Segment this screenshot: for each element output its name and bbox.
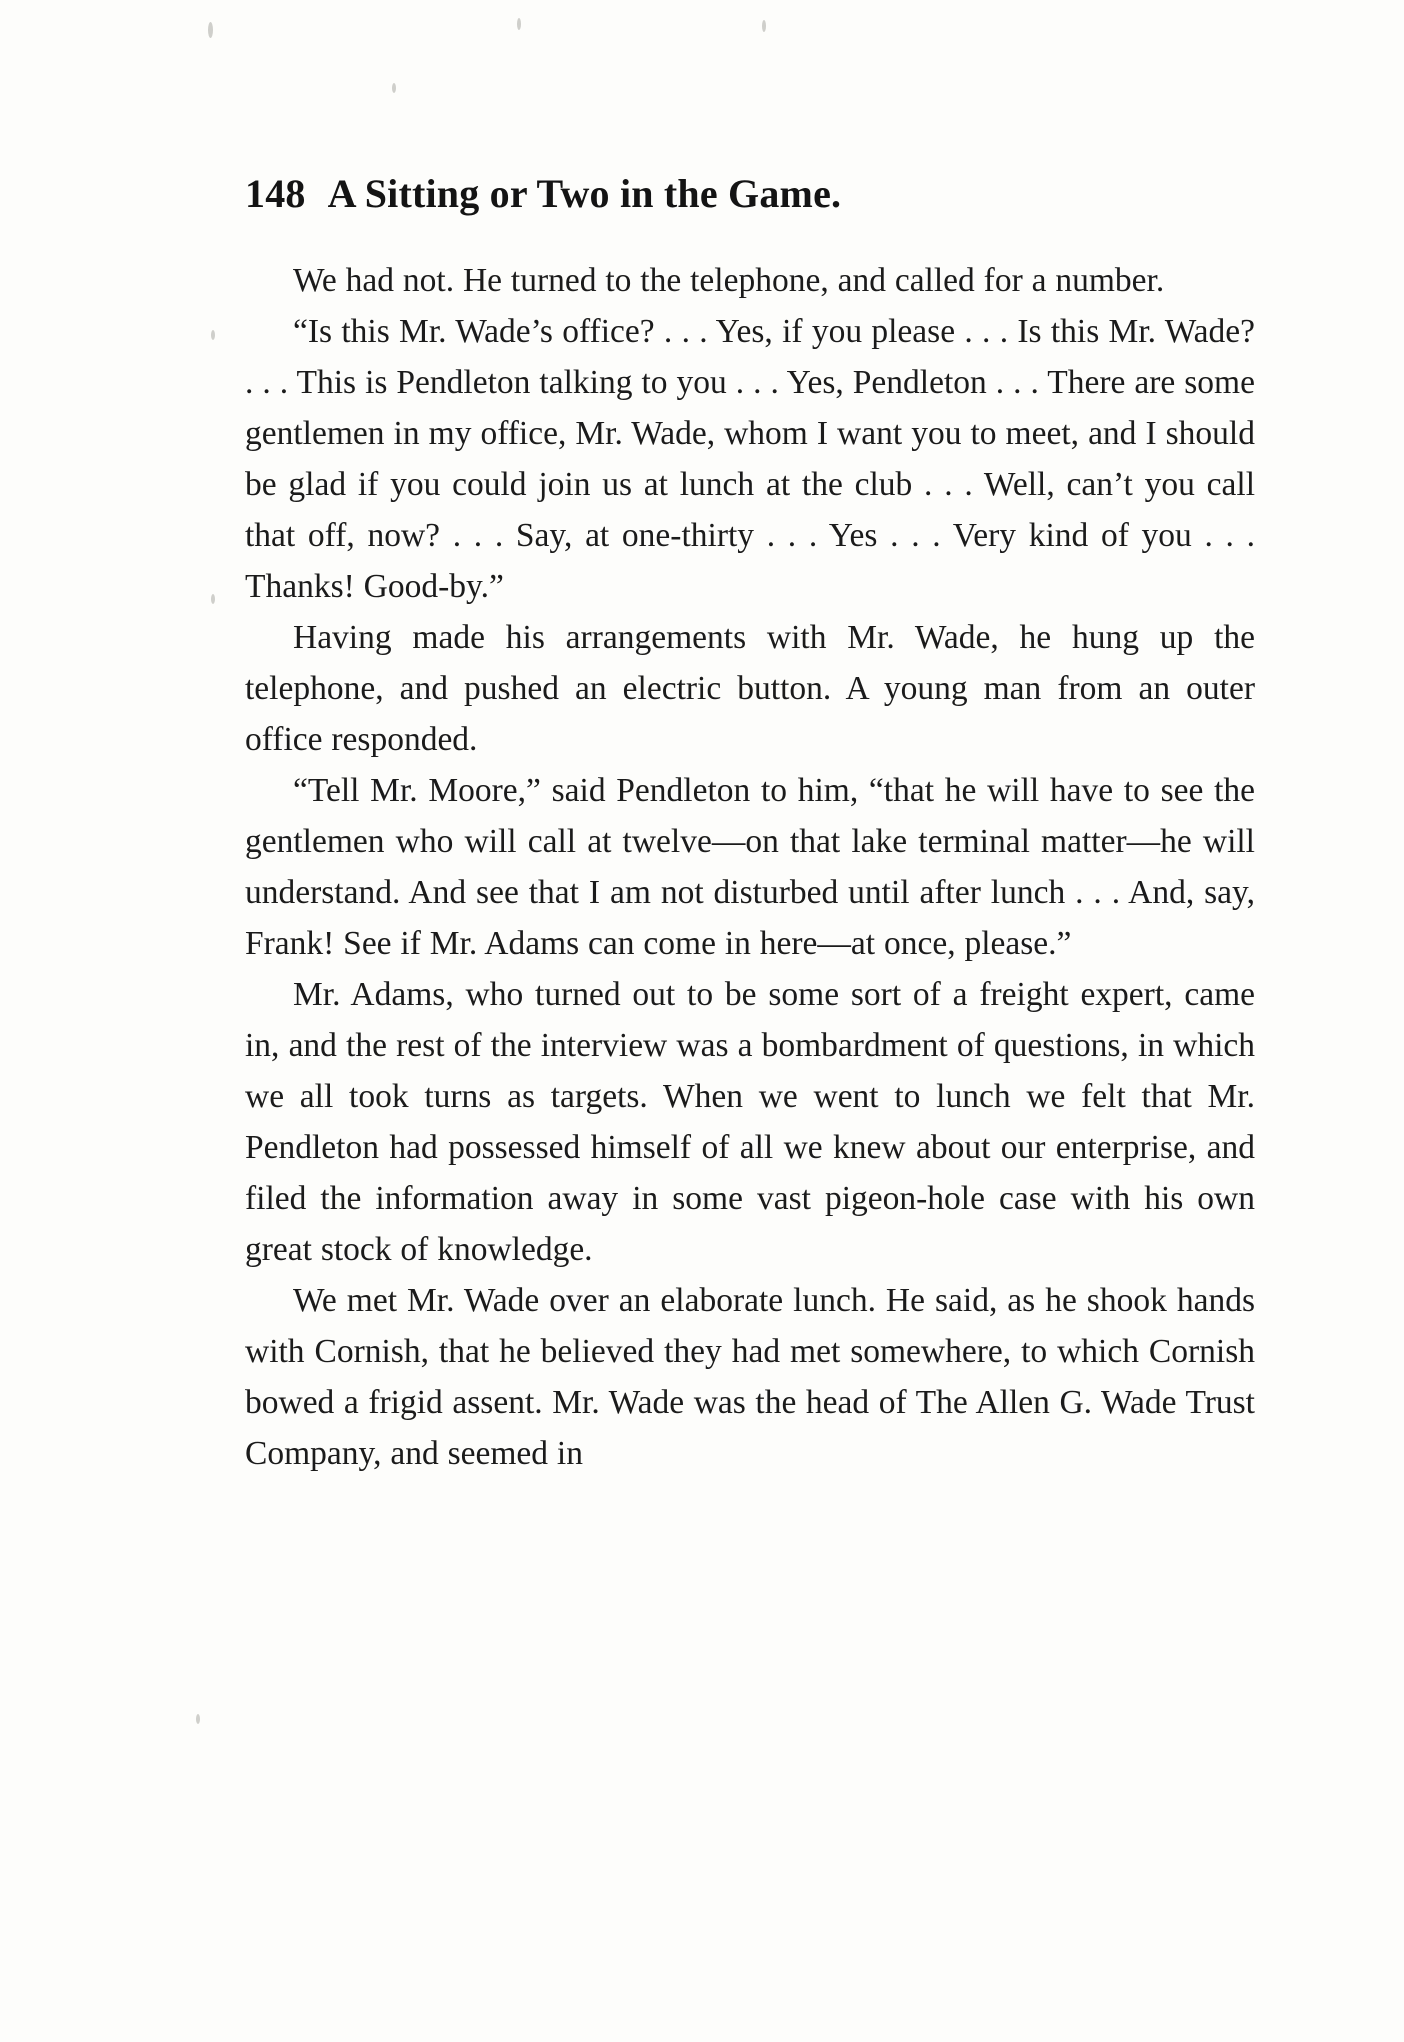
scan-speckle: [762, 20, 766, 32]
scan-speckle: [211, 594, 215, 604]
scan-speckle: [196, 1714, 200, 1724]
paragraph: “Tell Mr. Moore,” said Pendleton to him, “that he will have to see the gentlemen who will call at twelve—on that lake terminal matter—he will understand. And see that I am not disturbed until after lunch . . . And, say, Frank! See if Mr. Adams can come in here—at once, please.”: [245, 772, 1255, 962]
paragraph: “Is this Mr. Wade’s office? . . . Yes, if you please . . . Is this Mr. Wade? . . . This is Pendleton talking to you . . . Yes, Pendleton . . . There are some gentlemen in my office, Mr. Wade, whom I want you to meet, and I should be glad if you could join us at lunch at the club . . . Well, can’t you call that off, now? . . . Say, at one-thirty . . . Yes . . . Very kind of you . . . Thanks! Good-by.”: [245, 313, 1255, 605]
page-number: 148: [245, 171, 306, 216]
body-text: [245, 255, 1255, 1479]
scan-speckle: [211, 330, 215, 340]
paragraph: Having made his arrangements with Mr. Wade, he hung up the telephone, and pushed an electric button. A young man from an outer office responded.: [245, 619, 1255, 758]
paragraph: We had not. He turned to the telephone, and called for a number.: [293, 262, 1165, 299]
page-running-head: [245, 170, 1255, 217]
paragraph: Mr. Adams, who turned out to be some sort of a freight expert, came in, and the rest of the interview was a bombardment of questions, in which we all took turns as targets. When we went to lunch we felt that Mr. Pendleton had possessed himself of all we knew about our enterprise, and filed the information away in some vast pigeon-hole case with his own great stock of knowledge.: [245, 976, 1255, 1268]
paragraph: We met Mr. Wade over an elaborate lunch. He said, as he shook hands with Cornish, that he believed they had met somewhere, to which Cornish bowed a frigid assent. Mr. Wade was the head of The Allen G. Wade Trust Company, and seemed in: [245, 1282, 1255, 1472]
scan-speckle: [392, 83, 396, 93]
scan-speckle: [208, 22, 213, 38]
scan-speckle: [517, 18, 521, 30]
running-title: A Sitting or Two in the Game.: [327, 171, 842, 216]
